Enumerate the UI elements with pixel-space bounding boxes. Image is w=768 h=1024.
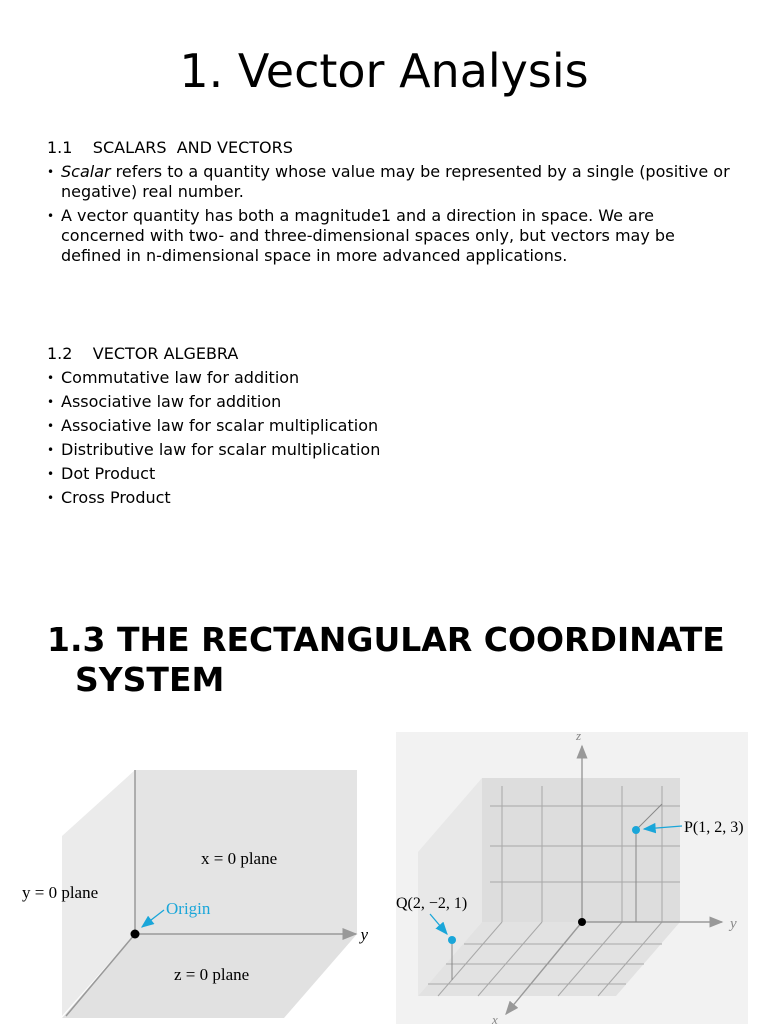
bullet-item: • Distributive law for scalar multiplication — [47, 440, 737, 460]
heading-line: SYSTEM — [75, 660, 225, 699]
bullet-item: • Commutative law for addition — [47, 368, 737, 388]
bullet-item: • Cross Product — [47, 488, 737, 508]
origin-point — [578, 918, 586, 926]
back-plane — [482, 778, 680, 922]
point-p-label: P(1, 2, 3) — [684, 819, 744, 836]
bullet-item — [47, 206, 737, 266]
bullet-text: A vector quantity has both a magnitude1 and a direction in space. We are concerned with two- and three-dimensional spaces only, but vectors may be defined in n-dimensional space in more advanced applications. — [61, 206, 675, 265]
bullet-item — [47, 162, 737, 202]
bullet-item: • Associative law for scalar multiplication — [47, 416, 737, 436]
bullet-item: • Associative law for addition — [47, 392, 737, 412]
section-scalars-vectors — [47, 138, 737, 270]
y-axis-label: y — [730, 916, 737, 932]
bullet-list — [47, 368, 737, 508]
bullet-list — [47, 162, 737, 266]
point-q-dot — [448, 936, 456, 944]
section-heading: 1.1 SCALARS AND VECTORS — [47, 138, 293, 157]
origin-label: Origin — [166, 899, 211, 918]
coordinate-points-figure — [392, 728, 752, 1024]
scalar-term: Scalar — [61, 162, 111, 181]
section-heading: 1.2 VECTOR ALGEBRA — [47, 344, 239, 363]
z-axis-label: z — [576, 728, 582, 743]
y-axis-label: y — [360, 925, 368, 944]
bullet-item: • Dot Product — [47, 464, 737, 484]
x-axis-label: x — [492, 1012, 498, 1024]
z-plane-label: z = 0 plane — [174, 965, 250, 984]
section-vector-algebra — [47, 344, 737, 512]
x-plane-label: x = 0 plane — [201, 849, 278, 868]
page-title: 1. Vector Analysis — [179, 44, 589, 98]
origin-point — [131, 930, 140, 939]
y-plane-label: y = 0 plane — [22, 883, 99, 902]
point-q-label: Q(2, −2, 1) — [396, 895, 468, 912]
section-heading-coordinate-system — [47, 620, 747, 700]
coordinate-planes-figure — [18, 760, 368, 1022]
bullet-text: refers to a quantity whose value may be represented by a single (positive or negative) real number. — [61, 162, 730, 201]
point-p-dot — [632, 826, 640, 834]
heading-line: 1.3 THE RECTANGULAR COORDINATE — [47, 620, 725, 659]
